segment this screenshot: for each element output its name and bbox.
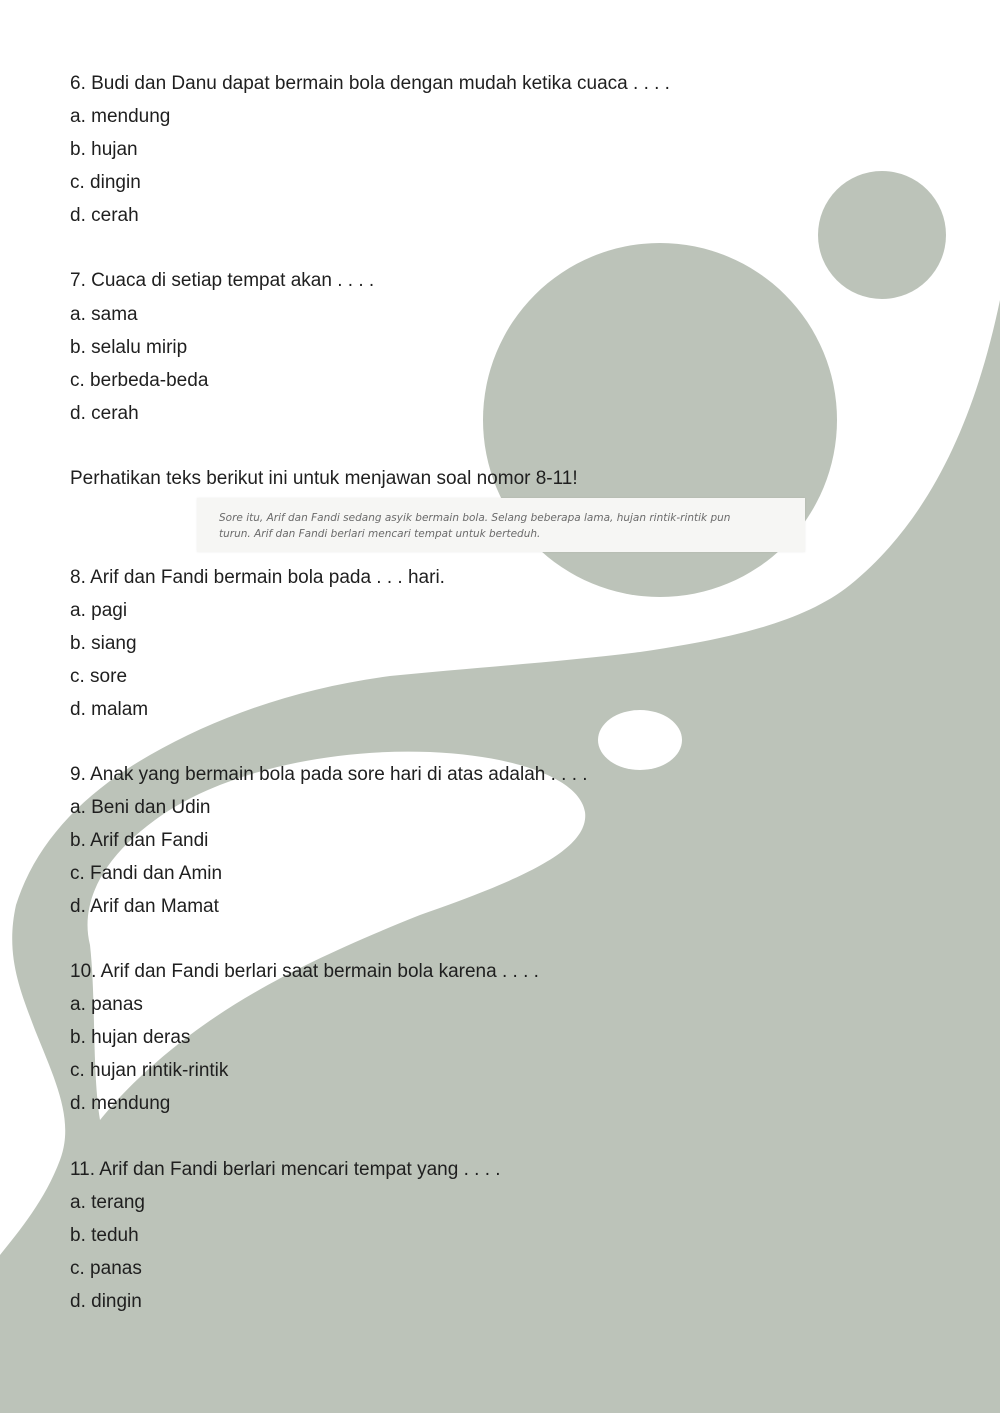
question-8-text: 8. Arif dan Fandi bermain bola pada . . . hari.: [70, 567, 445, 588]
question-6-option-a: a. mendung: [70, 106, 171, 127]
question-11-text: 11. Arif dan Fandi berlari mencari tempat yang . . . .: [70, 1159, 501, 1180]
question-9-option-d: d. Arif dan Mamat: [70, 896, 219, 917]
question-8-option-a: a. pagi: [70, 600, 128, 621]
question-7-option-a: a. sama: [70, 304, 138, 325]
question-6-option-c: c. dingin: [70, 172, 141, 193]
question-7-option-d: d. cerah: [70, 403, 139, 424]
question-6-text: 6. Budi dan Danu dapat bermain bola dengan mudah ketika cuaca . . . .: [70, 73, 670, 94]
question-10-option-d: d. mendung: [70, 1093, 171, 1114]
passage-line-1: Sore itu, Arif dan Fandi sedang asyik bermain bola. Selang beberapa lama, hujan rintik-rintik pun: [219, 512, 731, 524]
question-11-option-b: b. teduh: [70, 1225, 139, 1246]
question-8-option-c: c. sore: [70, 666, 128, 687]
question-11-option-d: d. dingin: [70, 1291, 142, 1312]
question-8-option-d: d. malam: [70, 699, 149, 720]
question-10-option-b: b. hujan deras: [70, 1027, 191, 1048]
question-9-option-a: a. Beni dan Udin: [70, 797, 211, 818]
question-8-option-b: b. siang: [70, 633, 137, 654]
question-10-option-c: c. hujan rintik-rintik: [70, 1060, 229, 1081]
question-9-text: 9. Anak yang bermain bola pada sore hari di atas adalah . . . .: [70, 764, 588, 785]
question-9-option-c: c. Fandi dan Amin: [70, 863, 223, 884]
question-7-option-b: b. selalu mirip: [70, 337, 188, 358]
question-7-text: 7. Cuaca di setiap tempat akan . . . .: [70, 270, 375, 291]
question-11-option-c: c. panas: [70, 1258, 142, 1279]
question-10-option-a: a. panas: [70, 994, 143, 1015]
question-6-option-d: d. cerah: [70, 205, 139, 226]
question-7-option-c: c. berbeda-beda: [70, 370, 209, 391]
question-6-option-b: b. hujan: [70, 139, 138, 160]
question-10-text: 10. Arif dan Fandi berlari saat bermain bola karena . . . .: [70, 961, 539, 982]
question-11-option-a: a. terang: [70, 1192, 145, 1213]
passage-instruction: Perhatikan teks berikut ini untuk menjawan soal nomor 8-11!: [70, 468, 578, 489]
question-9-option-b: b. Arif dan Fandi: [70, 830, 209, 851]
reading-passage-box: [197, 498, 805, 552]
passage-line-2: turun. Arif dan Fandi berlari mencari tempat untuk berteduh.: [219, 528, 541, 540]
